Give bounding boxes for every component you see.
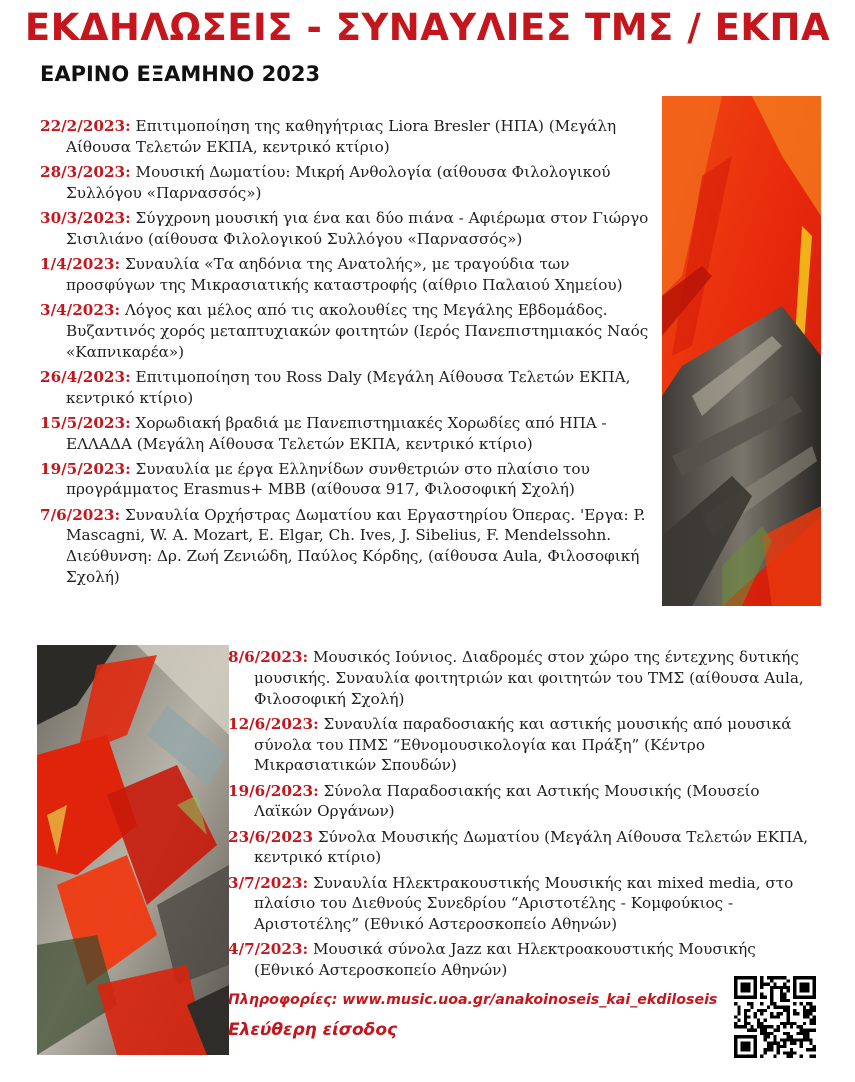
event-item (40, 254, 660, 296)
poster-subtitle: ΕΑΡΙΝΟ ΕΞΑΜΗΝΟ 2023 (40, 62, 321, 86)
event-description: Μουσικός Ιούνιος. Διαδρομές στον χώρο της έντεχνης δυτικής μουσικής. Συναυλία φοιτητριών και φοιτητών του ΤΜΣ (αίθουσα Aula, Φιλοσοφική Σχολή) (254, 648, 804, 708)
event-item (40, 413, 660, 455)
events-list-lower (228, 647, 818, 985)
event-item (40, 459, 660, 501)
qr-code-icon (734, 976, 816, 1058)
event-item (40, 300, 660, 362)
event-item (228, 714, 818, 776)
info-link[interactable]: Πληροφορίες: www.music.uoa.gr/anakoinoseis_kai_ekdiloseis (228, 992, 718, 1008)
event-date: 22/2/2023: (40, 117, 131, 135)
event-date: 15/5/2023: (40, 413, 131, 432)
poster-title: ΕΚΔΗΛΩΣΕΙΣ - ΣΥΝΑΥΛΙΕΣ ΤΜΣ / ΕΚΠΑ (24, 6, 831, 49)
event-item (228, 873, 818, 935)
event-description: Συναυλία Ηλεκτρακουστικής Μουσικής και mixed media, στο πλαίσιο του Διεθνούς Συνεδρίου “Αριστοτέλης - Κομφούκιος - Αριστοτέλης” (Εθνικό Αστεροσκοπείο Αθηνών) (254, 873, 794, 934)
event-date: 8/6/2023: (228, 648, 309, 666)
event-description: Συναυλία «Τα αηδόνια της Ανατολής», με τραγούδια των προσφύγων της Μικρασιατικής καταστροφής (αίθριο Παλαιού Χημείου) (66, 254, 623, 294)
event-item (40, 116, 660, 158)
event-item (228, 827, 818, 869)
event-description: Μουσικά σύνολα Jazz και Ηλεκτροακουστικής Μουσικής (Εθνικό Αστεροσκοπείο Αθηνών) (254, 940, 756, 980)
event-date: 3/4/2023: (40, 300, 121, 319)
event-description: Σύγχρονη μουσική για ένα και δύο πιάνα - Αφιέρωμα στον Γιώργο Σισιλιάνο (αίθουσα Φιλολογικού Συλλόγου «Παρνασσός») (66, 208, 649, 248)
event-description: Συναυλία Ορχήστρας Δωματίου και Εργαστηρίου Όπερας. 'Εργα: P. Mascagni, W. A. Mozart, E. Elgar, Ch. Ives, J. Sibelius, F. Mendelssohn. Διεύθυνση: Δρ. Ζωή Ζενιώδη, Παύλος Κόρδης, (αίθουσα Aula, Φιλοσοφική Σχολή) (66, 505, 646, 587)
event-description: Επιτιμοποίηση της καθηγήτριας Liora Bresler (ΗΠΑ) (Μεγάλη Αίθουσα Τελετών ΕΚΠΑ, κεντρικό κτίριο) (66, 117, 617, 156)
free-entry-note: Ελεύθερη είσοδος (228, 1020, 398, 1040)
event-item (40, 162, 660, 204)
event-description: Λόγος και μέλος από τις ακολουθίες της Μεγάλης Εβδομάδος. Βυζαντινός χορός μεταπτυχιακών φοιτητών (Ιερός Πανεπιστημιακός Ναός «Καπνικαρέα») (66, 300, 649, 361)
event-date: 23/6/2023 (228, 827, 314, 846)
event-item (228, 781, 818, 823)
event-date: 4/7/2023: (228, 940, 309, 959)
event-item (40, 505, 660, 588)
event-description: Συναυλία παραδοσιακής και αστικής μουσικής από μουσικά σύνολα του ΠΜΣ “Εθνομουσικολογία και Πράξη” (Κέντρο Μικρασιατικών Σπουδών) (254, 714, 792, 775)
event-date: 1/4/2023: (40, 254, 121, 273)
event-date: 26/4/2023: (40, 367, 131, 386)
event-date: 19/5/2023: (40, 459, 131, 478)
event-date: 12/6/2023: (228, 714, 319, 733)
event-date: 7/6/2023: (40, 505, 121, 524)
event-date: 19/6/2023: (228, 781, 319, 800)
event-item (40, 367, 660, 409)
event-date: 3/7/2023: (228, 873, 309, 892)
abstract-painting-top (662, 96, 821, 606)
event-item (40, 208, 660, 250)
event-description: Σύνολα Παραδοσιακής και Αστικής Μουσικής (Μουσείο Λαϊκών Οργάνων) (254, 781, 760, 821)
event-description: Χορωδιακή βραδιά με Πανεπιστημιακές Χορωδίες από ΗΠΑ - ΕΛΛΑΔΑ (Μεγάλη Αίθουσα Τελετών ΕΚΠΑ, κεντρικό κτίριο) (66, 413, 607, 453)
event-description: Συναυλία με έργα Ελληνίδων συνθετριών στο πλαίσιο του προγράμματος Erasmus+ MBB (αίθουσα 917, Φιλοσοφική Σχολή) (66, 459, 590, 499)
event-description: Μουσική Δωματίου: Μικρή Ανθολογία (αίθουσα Φιλολογικού Συλλόγου «Παρνασσός») (66, 162, 611, 202)
event-item (228, 939, 818, 981)
event-date: 28/3/2023: (40, 162, 131, 181)
event-description: Σύνολα Μουσικής Δωματίου (Μεγάλη Αίθουσα Τελετών ΕΚΠΑ, κεντρικό κτίριο) (254, 827, 809, 867)
event-item (228, 647, 818, 709)
event-description: Επιτιμοποίηση του Ross Daly (Μεγάλη Αίθουσα Τελετών ΕΚΠΑ, κεντρικό κτίριο) (66, 367, 631, 407)
event-date: 30/3/2023: (40, 208, 131, 227)
abstract-painting-bottom (37, 645, 229, 1055)
events-list-upper (40, 116, 660, 592)
